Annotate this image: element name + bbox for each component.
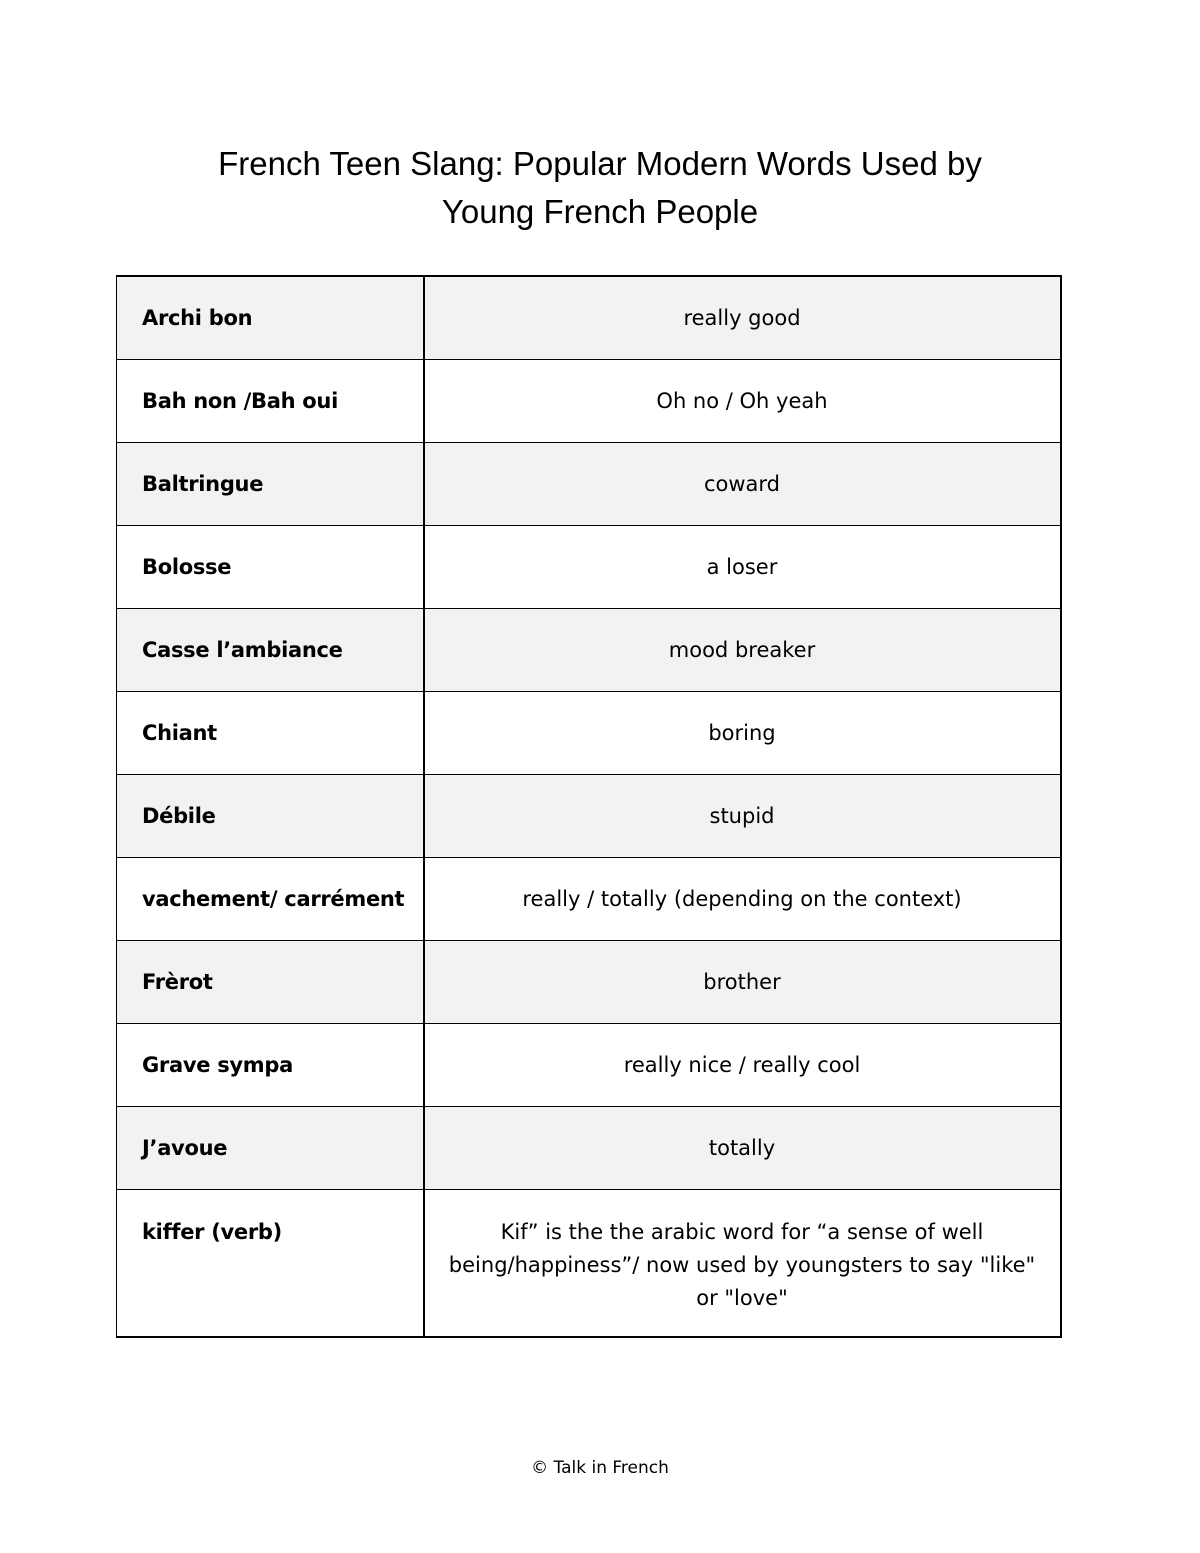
slang-term: Frèrot (117, 940, 424, 1023)
slang-term: Bah non /Bah oui (117, 359, 424, 442)
slang-meaning: Oh no / Oh yeah (424, 359, 1061, 442)
slang-table (116, 275, 1062, 1338)
table-row (117, 525, 1061, 608)
table-row (117, 940, 1061, 1023)
slang-meaning: Kif” is the the arabic word for “a sense of well being/happiness”/ now used by youngsters to say "like" or "love" (424, 1189, 1061, 1337)
slang-term: kiffer (verb) (117, 1189, 424, 1337)
slang-meaning: mood breaker (424, 608, 1061, 691)
slang-term: Bolosse (117, 525, 424, 608)
slang-term: vachement/ carrément (117, 857, 424, 940)
table-row (117, 691, 1061, 774)
slang-term: J’avoue (117, 1106, 424, 1189)
slang-term: Chiant (117, 691, 424, 774)
slang-meaning: totally (424, 1106, 1061, 1189)
slang-meaning: really nice / really cool (424, 1023, 1061, 1106)
slang-term: Débile (117, 774, 424, 857)
table-row (117, 857, 1061, 940)
copyright-footer: © Talk in French (531, 1458, 669, 1478)
table-row (117, 1189, 1061, 1337)
table-row (117, 608, 1061, 691)
slang-meaning: a loser (424, 525, 1061, 608)
slang-meaning: really / totally (depending on the context) (424, 857, 1061, 940)
slang-meaning: stupid (424, 774, 1061, 857)
slang-term: Archi bon (117, 276, 424, 359)
slang-meaning: coward (424, 442, 1061, 525)
table-row (117, 359, 1061, 442)
slang-term: Baltringue (117, 442, 424, 525)
table-row (117, 774, 1061, 857)
table-row (117, 276, 1061, 359)
slang-term: Casse l’ambiance (117, 608, 424, 691)
table-row (117, 1023, 1061, 1106)
table-row (117, 1106, 1061, 1189)
slang-term: Grave sympa (117, 1023, 424, 1106)
table-row (117, 442, 1061, 525)
slang-meaning: really good (424, 276, 1061, 359)
page-title (0, 140, 1200, 236)
page-title-line-2: Young French People (441, 193, 759, 230)
page-title-line-1: French Teen Slang: Popular Modern Words Used by (218, 145, 982, 182)
slang-meaning: boring (424, 691, 1061, 774)
slang-meaning: brother (424, 940, 1061, 1023)
